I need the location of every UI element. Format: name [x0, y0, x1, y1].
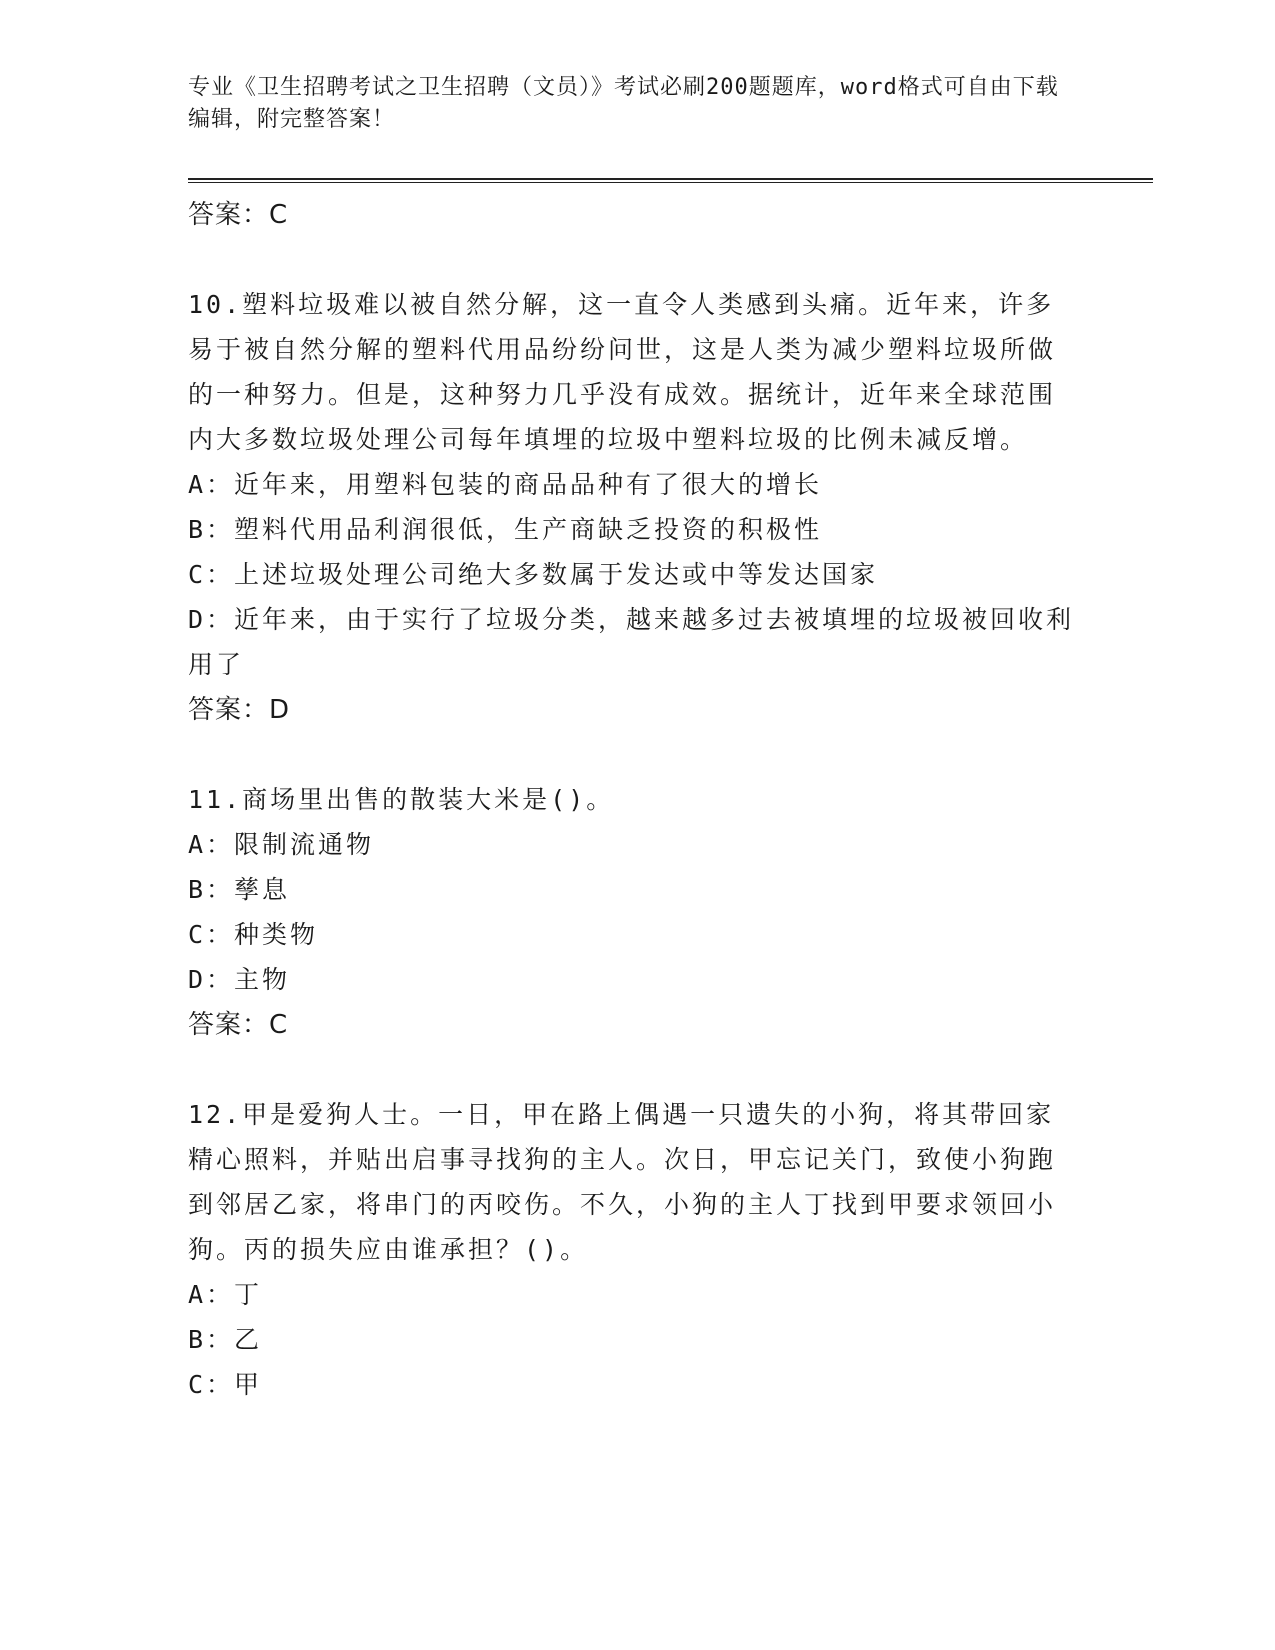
question-12: [188, 1092, 1078, 1407]
option-c: C：种类物: [188, 920, 319, 949]
answer-line: 答案：C: [188, 200, 289, 230]
option-b: B：孳息: [188, 875, 291, 904]
option-list: [188, 1272, 1078, 1407]
option-c: C：甲: [188, 1370, 263, 1399]
header-divider-thick: [188, 178, 1153, 180]
option-b: B：塑料代用品利润很低，生产商缺乏投资的积极性: [188, 515, 823, 544]
answer-line: 答案：C: [188, 1010, 289, 1040]
document-header: 专业《卫生招聘考试之卫生招聘（文员）》考试必刷200题题库，word格式可自由下载编辑，附完整答案！: [188, 75, 1059, 132]
question-10: [188, 282, 1078, 733]
option-a: A：近年来，用塑料包装的商品品种有了很大的增长: [188, 470, 823, 499]
question-stem: 12.甲是爱狗人士。一日，甲在路上偶遇一只遗失的小狗，将其带回家精心照料，并贴出启事寻找狗的主人。次日，甲忘记关门，致使小狗跑到邻居乙家，将串门的丙咬伤。不久，小狗的主人丁找到甲要求领回小狗。丙的损失应由谁承担？()。: [188, 1100, 1057, 1264]
option-a: A：限制流通物: [188, 830, 375, 859]
option-b: B：乙: [188, 1325, 263, 1354]
question-11: [188, 777, 1078, 1048]
header-divider-thin: [188, 182, 1153, 183]
document-body: [188, 192, 1078, 1407]
question-stem: 11.商场里出售的散装大米是()。: [188, 785, 615, 814]
answer-line: 答案：D: [188, 695, 291, 725]
option-d: D：近年来，由于实行了垃圾分类，越来越多过去被填埋的垃圾被回收利用了: [188, 605, 1075, 679]
option-list: [188, 462, 1078, 687]
option-d: D：主物: [188, 965, 291, 994]
option-c: C：上述垃圾处理公司绝大多数属于发达或中等发达国家: [188, 560, 879, 589]
option-a: A：丁: [188, 1280, 263, 1309]
option-list: [188, 822, 1078, 1002]
question-stem: 10.塑料垃圾难以被自然分解，这一直令人类感到头痛。近年来，许多易于被自然分解的塑料代用品纷纷问世，这是人类为减少塑料垃圾所做的一种努力。但是，这种努力几乎没有成效。据统计，近年来全球范围内大多数垃圾处理公司每年填埋的垃圾中塑料垃圾的比例未减反增。: [188, 290, 1057, 454]
